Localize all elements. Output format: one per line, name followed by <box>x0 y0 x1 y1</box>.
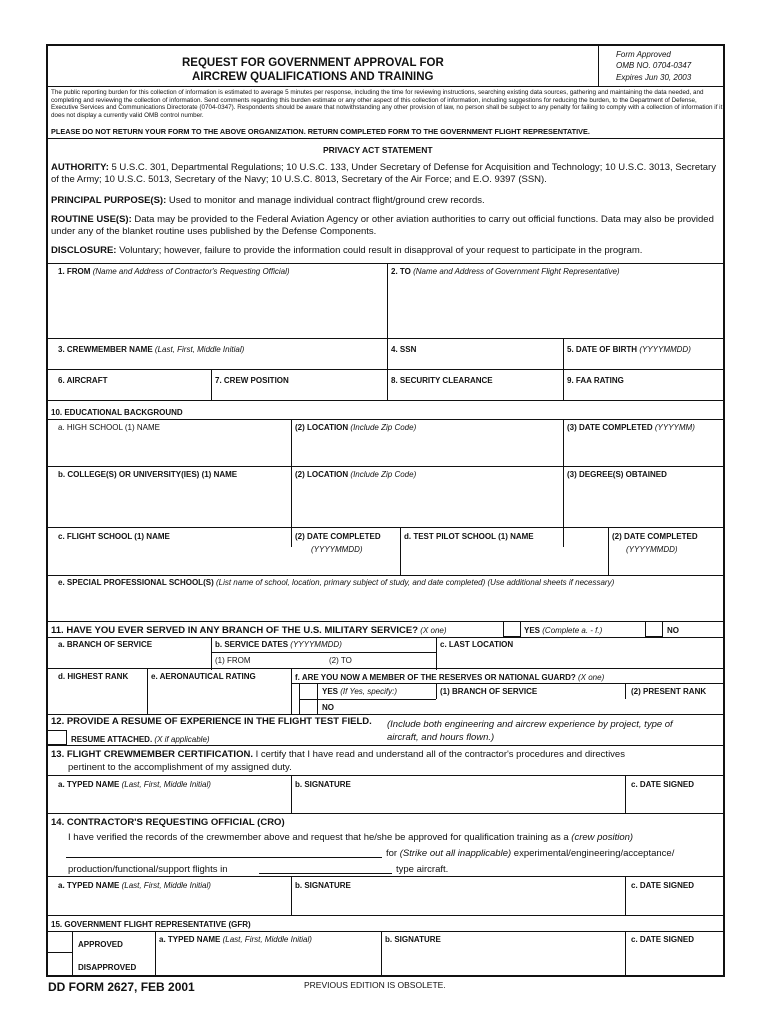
high-school-location[interactable]: (2) LOCATION (Include Zip Code) <box>295 423 417 432</box>
field-9-label[interactable]: 9. FAA RATING <box>567 376 624 385</box>
form-title-line2: AIRCREW QUALIFICATIONS AND TRAINING <box>192 71 434 83</box>
service-dates[interactable]: b. SERVICE DATES (YYYYMMDD) <box>215 640 342 649</box>
privacy-heading: PRIVACY ACT STATEMENT <box>323 145 433 155</box>
flight-school-date-hint: (YYYYMMDD) <box>311 545 363 554</box>
aeronautical-rating[interactable]: e. AERONAUTICAL RATING <box>151 672 256 681</box>
college-degree[interactable]: (3) DEGREE(S) OBTAINED <box>567 470 667 479</box>
form-title-line1: REQUEST FOR GOVERNMENT APPROVAL FOR <box>182 57 444 69</box>
authority-paragraph <box>51 162 721 186</box>
special-schools[interactable]: e. SPECIAL PROFESSIONAL SCHOOL(S) (List name of school, location, primary subject of study, and date completed) (Use additional sheets if necessary) <box>58 578 615 587</box>
disapproved-checkbox[interactable] <box>48 953 73 977</box>
cro-line-3: production/functional/support flights in <box>68 864 228 875</box>
return-warning: PLEASE DO NOT RETURN YOUR FORM TO THE ABOVE ORGANIZATION. RETURN COMPLETED FORM TO THE GOVERNMENT FLIGHT REPRESENTATIVE. <box>51 127 590 136</box>
routine-label: ROUTINE USE(S): <box>51 214 132 225</box>
college-location[interactable]: (2) LOCATION (Include Zip Code) <box>295 470 417 479</box>
flight-school-date[interactable]: (2) DATE COMPLETED <box>295 532 381 541</box>
test-pilot-school-name[interactable]: d. TEST PILOT SCHOOL (1) NAME <box>404 532 534 541</box>
certification-text: 13. FLIGHT CREWMEMBER CERTIFICATION. I certify that I have read and understand all of the contractor's procedures and directives <box>51 749 625 760</box>
reserves-branch[interactable]: (1) BRANCH OF SERVICE <box>440 687 538 696</box>
service-to[interactable]: (2) TO <box>329 656 352 665</box>
field-4-label[interactable]: 4. SSN <box>391 345 417 354</box>
resume-attached: RESUME ATTACHED. (X if applicable) <box>71 735 210 744</box>
field-8-label[interactable]: 8. SECURITY CLEARANCE <box>391 376 493 385</box>
cert-typed-name[interactable]: a. TYPED NAME (Last, First, Middle Initial) <box>58 780 211 789</box>
test-pilot-date-hint: (YYYYMMDD) <box>626 545 678 554</box>
test-pilot-school-date[interactable]: (2) DATE COMPLETED <box>612 532 698 541</box>
crew-position-blank[interactable] <box>66 857 382 858</box>
purpose-paragraph <box>51 195 721 207</box>
field-5-label[interactable]: 5. DATE OF BIRTH (YYYYMMDD) <box>567 345 691 354</box>
branch-of-service[interactable]: a. BRANCH OF SERVICE <box>58 640 153 649</box>
cert-signature[interactable]: b. SIGNATURE <box>295 780 351 789</box>
burden-statement: The public reporting burden for this collection of information is estimated to average 5 minutes per response, including the time for reviewing instructions, searching existing data sources, gathering and maintaining the data needed, and completing and reviewing the collection of information. Send comments regarding this burden estimate or any other aspect of this collection of information, including suggestions for reducing the burden, to the Department of Defense, Executive Services and Communications Directorate (0704-0347). Respondents should be aware that notwithstanding any other provision of law, no person shall be subject to any penalty for failing to comply with a collection of information if it does not display a currently valid OMB control number. <box>51 89 723 119</box>
high-school-name[interactable]: a. HIGH SCHOOL (1) NAME <box>58 423 160 432</box>
gfr-signature[interactable]: b. SIGNATURE <box>385 935 441 944</box>
resume-checkbox[interactable] <box>48 730 67 745</box>
military-yes: YES (Complete a. - f.) <box>524 626 603 635</box>
field-6-label[interactable]: 6. AIRCRAFT <box>58 376 108 385</box>
service-from[interactable]: (1) FROM <box>215 656 251 665</box>
gfr-typed-name[interactable]: a. TYPED NAME (Last, First, Middle Initial) <box>159 935 312 944</box>
cro-typed-name[interactable]: a. TYPED NAME (Last, First, Middle Initial) <box>58 881 211 890</box>
last-location[interactable]: c. LAST LOCATION <box>440 640 514 649</box>
gfr-heading: 15. GOVERNMENT FLIGHT REPRESENTATIVE (GFR) <box>51 920 251 929</box>
approved-label: APPROVED <box>78 940 123 949</box>
cro-line-1: I have verified the records of the crewmember above and request that he/she be approved for qualification training as a (crew position) <box>68 832 634 843</box>
expiration-date: Expires Jun 30, 2003 <box>616 73 692 82</box>
highest-rank[interactable]: d. HIGHEST RANK <box>58 672 129 681</box>
disclosure-paragraph <box>51 245 721 257</box>
form-approved: Form Approved <box>616 50 671 59</box>
cro-signature[interactable]: b. SIGNATURE <box>295 881 351 890</box>
cert-date-signed[interactable]: c. DATE SIGNED <box>631 780 694 789</box>
routine-paragraph <box>51 214 721 238</box>
authority-text: 5 U.S.C. 301, Departmental Regulations; 10 U.S.C. 133, Under Secretary of Defense for Acquisition and Technology; 10 U.S.C. 3013, Secretary of the Army; 10 U.S.C. 5013, Secretary of the Navy; 10 U.S.C. 8013, Secretary of the Air Force; and E.O. 9397 (SSN). <box>51 162 716 185</box>
resume-hint-1: (Include both engineering and aircrew experience by project, type of <box>387 719 673 730</box>
high-school-date[interactable]: (3) DATE COMPLETED (YYYYMM) <box>567 423 695 432</box>
certification-text-2: pertinent to the accomplishment of my assigned duty. <box>68 762 292 773</box>
reserves-rank[interactable]: (2) PRESENT RANK <box>631 687 707 696</box>
flight-school-name[interactable]: c. FLIGHT SCHOOL (1) NAME <box>58 532 170 541</box>
previous-edition-notice: PREVIOUS EDITION IS OBSOLETE. <box>304 980 446 990</box>
college-name[interactable]: b. COLLEGE(S) OR UNIVERSITY(IES) (1) NAME <box>58 470 238 479</box>
field-3-label[interactable]: 3. CREWMEMBER NAME (Last, First, Middle Initial) <box>58 345 245 354</box>
reserves-no: NO <box>322 703 334 712</box>
reserves-question: f. ARE YOU NOW A MEMBER OF THE RESERVES OR NATIONAL GUARD? (X one) <box>295 673 605 682</box>
field-7-label[interactable]: 7. CREW POSITION <box>215 376 289 385</box>
disapproved-label: DISAPPROVED <box>78 963 137 972</box>
education-heading: 10. EDUCATIONAL BACKGROUND <box>51 408 183 417</box>
form-number: DD FORM 2627, FEB 2001 <box>48 980 195 994</box>
purpose-text: Used to monitor and manage individual contract flight/ground crew records. <box>166 195 485 206</box>
cro-heading: 14. CONTRACTOR'S REQUESTING OFFICIAL (CRO) <box>51 817 285 828</box>
reserves-yes: YES (If Yes, specify:) <box>322 687 398 696</box>
resume-question: 12. PROVIDE A RESUME OF EXPERIENCE IN THE FLIGHT TEST FIELD. <box>51 716 372 727</box>
cro-line-3b: type aircraft. <box>396 864 449 875</box>
cro-date-signed[interactable]: c. DATE SIGNED <box>631 881 694 890</box>
cro-line-2: for (Strike out all inapplicable) experimental/engineering/acceptance/ <box>386 848 675 859</box>
gfr-date-signed[interactable]: c. DATE SIGNED <box>631 935 694 944</box>
authority-label: AUTHORITY: <box>51 162 109 173</box>
disclosure-text: Voluntary; however, failure to provide the information could result in disapproval of your request to participate in the program. <box>116 245 643 256</box>
aircraft-type-blank[interactable] <box>259 873 392 874</box>
military-question: 11. HAVE YOU EVER SERVED IN ANY BRANCH OF THE U.S. MILITARY SERVICE? (X one) <box>51 625 447 636</box>
form-body <box>46 44 725 977</box>
military-yes-checkbox[interactable] <box>503 622 521 637</box>
purpose-label: PRINCIPAL PURPOSE(S): <box>51 195 167 206</box>
approved-checkbox[interactable] <box>48 931 73 953</box>
military-no: NO <box>667 626 679 635</box>
disclosure-label: DISCLOSURE: <box>51 245 117 256</box>
field-2-label[interactable]: 2. TO (Name and Address of Government Flight Representative) <box>391 267 620 276</box>
routine-text: Data may be provided to the Federal Aviation Agency or other aviation authorities to carry out official functions. Data may also be provided under any of the blanket routine uses published by the Defense Components. <box>51 214 714 237</box>
omb-number: OMB NO. 0704-0347 <box>616 61 692 70</box>
field-1-label[interactable]: 1. FROM (Name and Address of Contractor's Requesting Official) <box>58 267 290 276</box>
military-no-checkbox[interactable] <box>645 622 663 637</box>
resume-hint-2: aircraft, and hours flown.) <box>387 732 495 743</box>
